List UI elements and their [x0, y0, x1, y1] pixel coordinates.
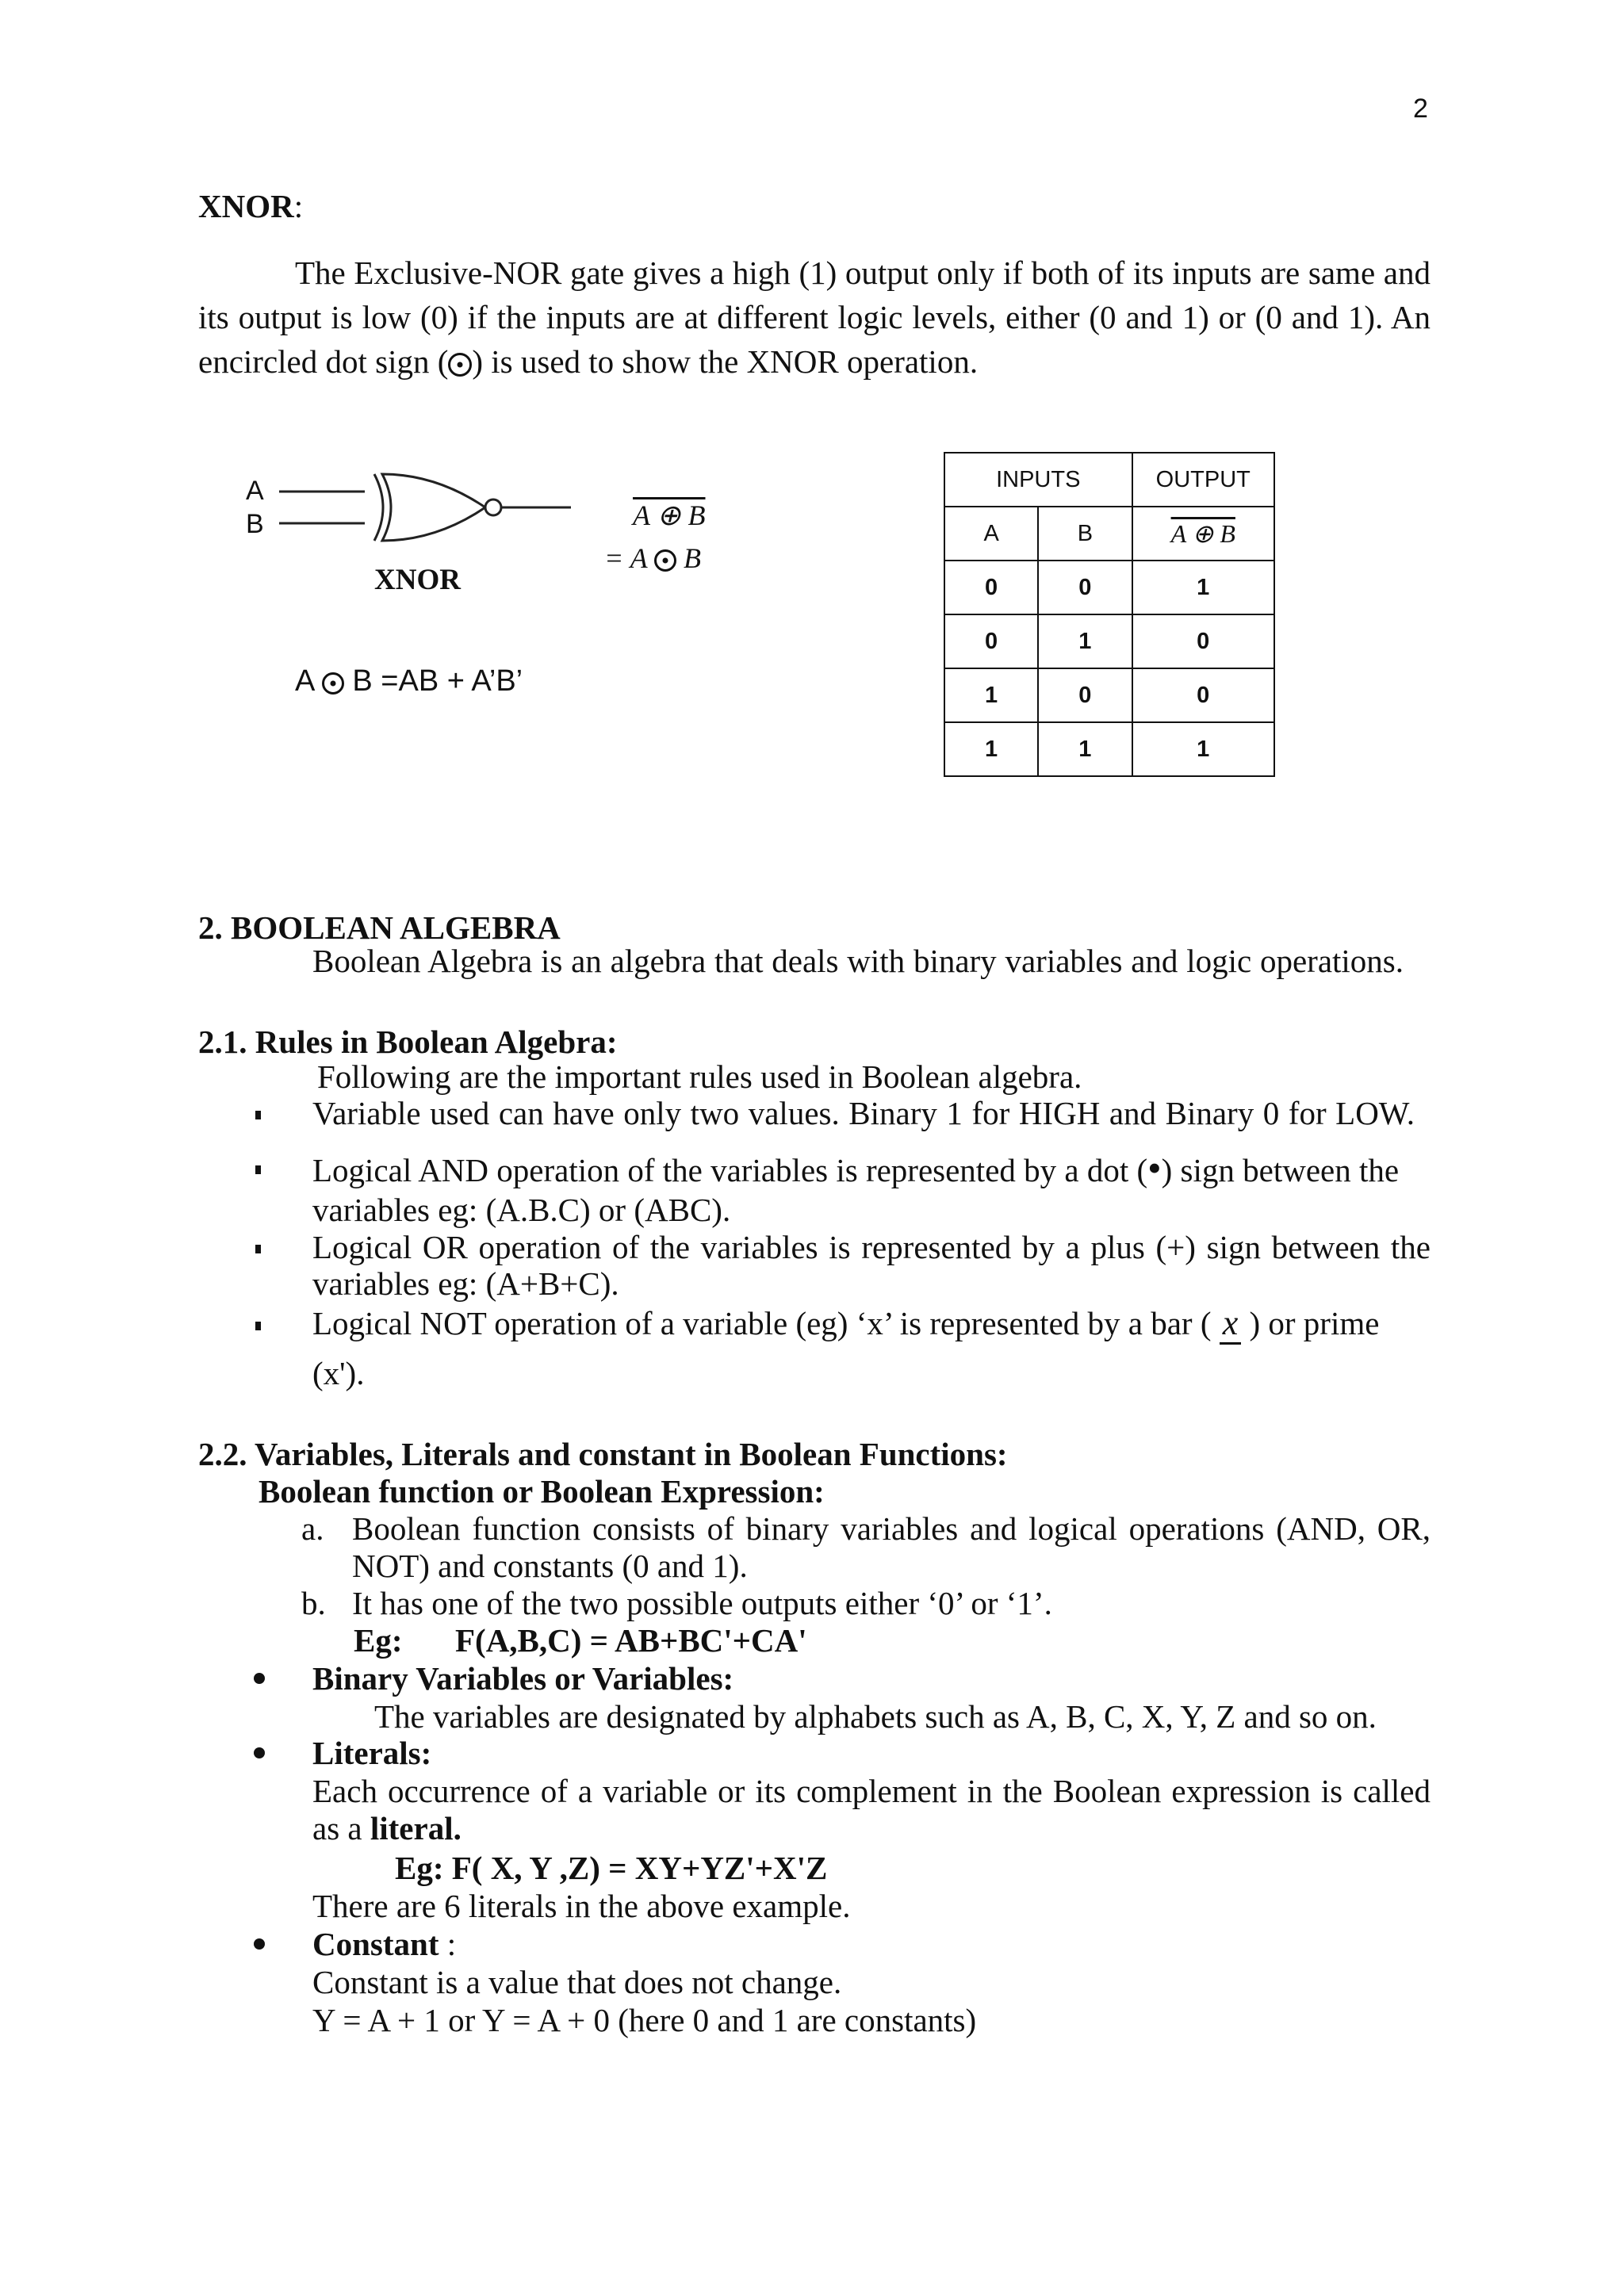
xnor-heading-text: XNOR — [198, 188, 294, 224]
xnor-gate-diagram — [238, 468, 571, 555]
table-header-row — [944, 453, 1274, 507]
literals-line2-pre: as a — [312, 1810, 370, 1846]
cell-b: 0 — [1038, 668, 1132, 722]
gate-body — [382, 474, 485, 541]
xnor-para-line2: its output is low (0) if the inputs are at different logic levels, either (0 and 1) or (0 and 1). An — [198, 299, 1431, 335]
literals-line2-bold: literal. — [370, 1810, 462, 1846]
cell-out: 0 — [1132, 668, 1275, 722]
gate-expr-bottom-pre: = A — [604, 542, 647, 574]
gate-input-b-label: B — [246, 509, 264, 539]
rule-2-line2: variables eg: (A.B.C) or (ABC). — [312, 1192, 731, 1228]
encircled-dot-icon — [654, 549, 676, 572]
literals-line2 — [312, 1809, 462, 1847]
encircled-dot-icon — [448, 353, 472, 377]
eg1-label: Eg: — [354, 1622, 403, 1659]
gate-expr-top-text: A ⊕ B — [633, 499, 706, 531]
gate-xor-curve — [374, 474, 383, 541]
col-out-text: A ⊕ B — [1170, 519, 1235, 548]
eg2: Eg: F( X, Y ,Z) = XY+YZ'+X'Z — [395, 1850, 828, 1886]
xnor-para-line3-pre: encircled dot sign ( — [198, 343, 449, 380]
truth-table — [944, 452, 1275, 777]
col-out — [1132, 507, 1275, 561]
col-b: B — [1038, 507, 1132, 561]
cell-b: 1 — [1038, 722, 1132, 776]
table-row — [944, 561, 1274, 614]
item-b-line1: It has one of the two possible outputs either ‘0’ or ‘1’. — [352, 1585, 1052, 1621]
section2-2-subheading: Boolean function or Boolean Expression: — [259, 1473, 825, 1510]
section2-intro: Boolean Algebra is an algebra that deals with binary variables and logic operations. — [312, 943, 1404, 979]
rule-4-post: ) or prime — [1249, 1305, 1380, 1341]
item-a-label: a. — [301, 1510, 324, 1547]
section2-1-intro: Following are the important rules used in Boolean algebra. — [317, 1058, 1082, 1095]
header-output: OUTPUT — [1132, 453, 1275, 507]
literals-line1: Each occurrence of a variable or its complement in the Boolean expression is called — [312, 1773, 1431, 1809]
cell-b: 0 — [1038, 561, 1132, 614]
rule-1: Variable used can have only two values. Binary 1 for HIGH and Binary 0 for LOW. — [312, 1095, 1415, 1131]
section2-1-heading: 2.1. Rules in Boolean Algebra: — [198, 1024, 618, 1060]
cell-out: 1 — [1132, 722, 1275, 776]
bullet-icon — [254, 1938, 265, 1950]
rule-4-line1 — [312, 1304, 1379, 1342]
bullet-icon — [254, 1673, 265, 1684]
cell-a: 0 — [944, 561, 1038, 614]
rule-4-pre: Logical NOT operation of a variable (eg) ‘x’ is represented by a bar ( — [312, 1305, 1212, 1341]
gate-bubble — [485, 499, 501, 515]
cell-out: 1 — [1132, 561, 1275, 614]
binvar-text: The variables are designated by alphabets such as A, B, C, X, Y, Z and so on. — [374, 1698, 1377, 1735]
xnor-formula-post: B =AB + A’B’ — [352, 664, 523, 698]
table-row — [944, 722, 1274, 776]
xnor-heading — [198, 187, 303, 225]
cell-out: 0 — [1132, 614, 1275, 668]
constant-line1: Constant is a value that does not change. — [312, 1964, 842, 2000]
constant-heading — [312, 1925, 456, 1963]
cell-a: 1 — [944, 668, 1038, 722]
rule-4-line2: (x'). — [312, 1355, 365, 1391]
item-b-label: b. — [301, 1585, 326, 1621]
section2-2-heading: 2.2. Variables, Literals and constant in Boolean Functions: — [198, 1436, 1008, 1472]
constant-heading-text: Constant — [312, 1926, 439, 1962]
bullet-icon — [255, 1322, 261, 1330]
rule-2-line1 — [312, 1146, 1431, 1190]
xnor-para-line3 — [198, 342, 978, 381]
gate-expr-top — [633, 496, 706, 534]
constant-line2: Y = A + 1 or Y = A + 0 (here 0 and 1 are constants) — [312, 2002, 977, 2038]
bullet-icon — [255, 1245, 261, 1253]
xnor-heading-colon: : — [293, 188, 304, 224]
xnor-para-line1: The Exclusive-NOR gate gives a high (1) output only if both of its inputs are same and — [295, 254, 1431, 291]
bullet-icon — [255, 1165, 261, 1174]
section2-heading: 2. BOOLEAN ALGEBRA — [198, 909, 561, 946]
xnor-para-line3-post: ) is used to show the XNOR operation. — [472, 343, 979, 380]
table-row — [944, 668, 1274, 722]
encircled-dot-icon — [322, 672, 344, 695]
gate-label: XNOR — [374, 564, 461, 596]
header-inputs: INPUTS — [944, 453, 1132, 507]
table-row — [944, 614, 1274, 668]
literals-heading: Literals: — [312, 1735, 432, 1771]
rule-3-line1: Logical OR operation of the variables is represented by a plus (+) sign between the — [312, 1229, 1431, 1265]
xnor-formula-pre: A — [295, 664, 314, 698]
cell-a: 1 — [944, 722, 1038, 776]
item-a-line1: Boolean function consists of binary variables and logical operations (AND, OR, — [352, 1510, 1431, 1547]
cell-b: 1 — [1038, 614, 1132, 668]
binvar-heading: Binary Variables or Variables: — [312, 1660, 734, 1697]
item-a-line2: NOT) and constants (0 and 1). — [352, 1548, 748, 1584]
table-subheader-row — [944, 507, 1274, 561]
gate-expr-bottom-post: B — [683, 542, 701, 574]
gate-expr-bottom — [604, 539, 701, 577]
page-number: 2 — [1413, 94, 1428, 124]
xnor-formula — [295, 664, 523, 698]
eg1-expr: F(A,B,C) = AB+BC'+CA' — [455, 1622, 807, 1659]
rule-4-var: x — [1220, 1303, 1242, 1345]
rule-2-dot: • — [1147, 1146, 1162, 1190]
rule-2-post: ) sign between the — [1161, 1152, 1400, 1188]
bullet-icon — [255, 1111, 261, 1119]
rule-3-line2: variables eg: (A+B+C). — [312, 1265, 619, 1302]
constant-heading-colon: : — [439, 1926, 457, 1962]
gate-input-a-label: A — [246, 476, 264, 506]
bullet-icon — [254, 1747, 265, 1758]
col-a: A — [944, 507, 1038, 561]
cell-a: 0 — [944, 614, 1038, 668]
literals-count: There are 6 literals in the above example. — [312, 1888, 851, 1924]
rule-2-pre: Logical AND operation of the variables is represented by a dot ( — [312, 1152, 1148, 1188]
